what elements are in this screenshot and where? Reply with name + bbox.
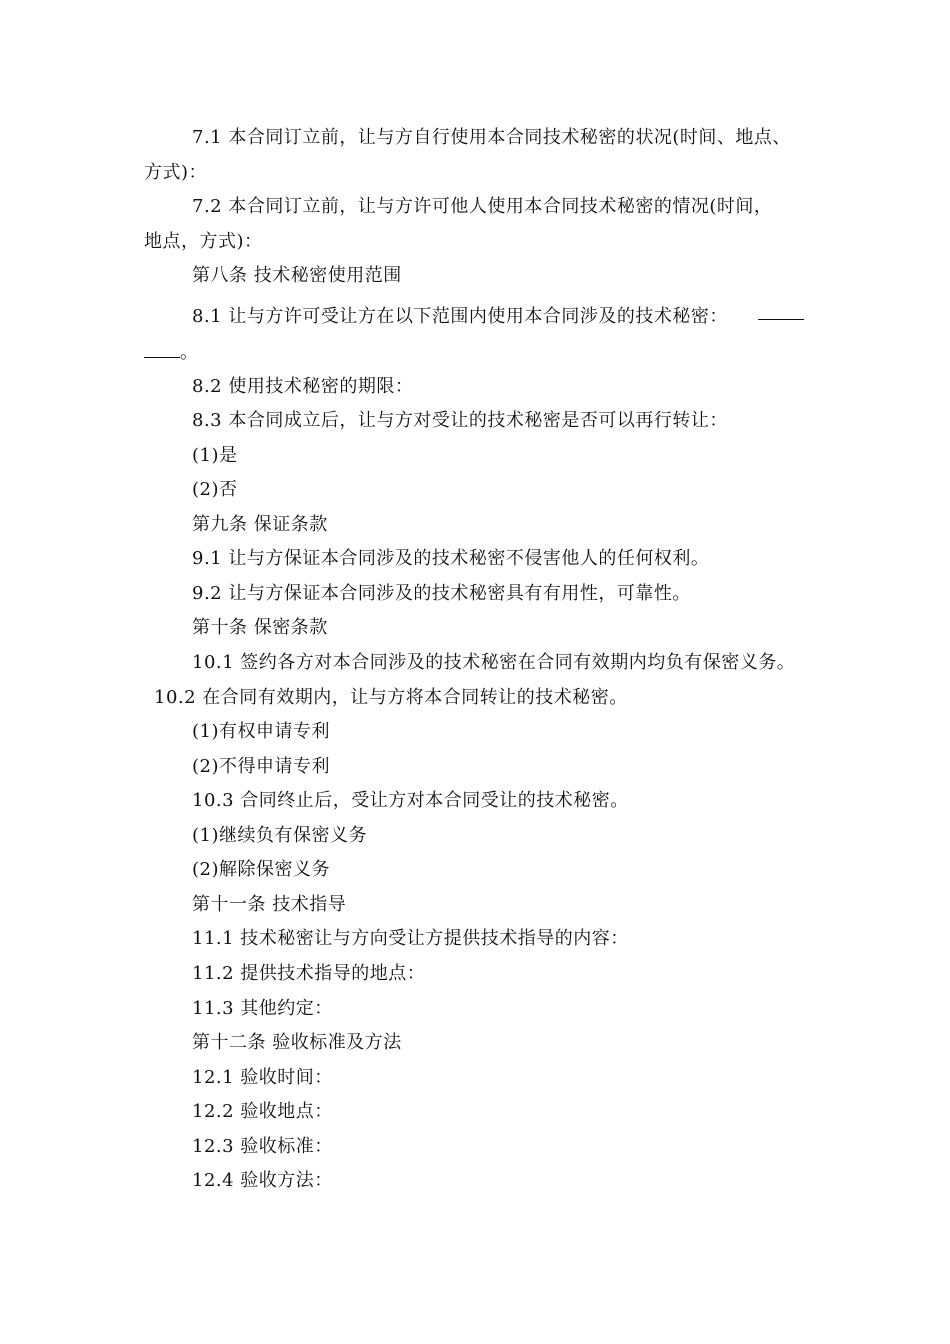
clause-12-2: 12.2 验收地点： <box>192 1101 333 1122</box>
clause-8-1 <box>192 304 728 330</box>
clause-7-1: 7.1 本合同订立前，让与方自行使用本合同技术秘密的状况(时间、地点、 <box>192 127 791 148</box>
clause-12-3: 12.3 验收标准： <box>192 1136 333 1157</box>
article-11-heading: 第十一条 技术指导 <box>192 894 347 915</box>
clause-12-1: 12.1 验收时间： <box>192 1067 333 1088</box>
clause-8-2: 8.2 使用技术秘密的期限： <box>192 376 414 397</box>
clause-10-2-option-2: (2)不得申请专利 <box>192 756 330 777</box>
clause-12-4: 12.4 验收方法： <box>192 1170 333 1191</box>
clause-10-2-option-1: (1)有权申请专利 <box>192 721 330 742</box>
clause-8-1-blank <box>758 301 804 320</box>
clause-8-1-text: 8.1 让与方许可受让方在以下范围内使用本合同涉及的技术秘密： <box>192 306 728 327</box>
clause-7-2: 7.2 本合同订立前，让与方许可他人使用本合同技术秘密的情况(时间， <box>192 196 773 217</box>
clause-11-2: 11.2 提供技术指导的地点： <box>192 963 426 984</box>
clause-7-2-continued: 地点，方式)： <box>144 231 263 252</box>
clause-9-1: 9.1 让与方保证本合同涉及的技术秘密不侵害他人的任何权利。 <box>192 548 710 569</box>
clause-9-2: 9.2 让与方保证本合同涉及的技术秘密具有有用性，可靠性。 <box>192 583 691 604</box>
clause-8-3: 8.3 本合同成立后，让与方对受让的技术秘密是否可以再行转让： <box>192 410 728 431</box>
clause-8-1-continued <box>144 339 199 366</box>
clause-8-3-option-2: (2)否 <box>192 479 238 500</box>
clause-10-3-option-1: (1)继续负有保密义务 <box>192 825 367 846</box>
clause-8-1-end: 。 <box>180 342 199 363</box>
clause-10-1: 10.1 签约各方对本合同涉及的技术秘密在合同有效期内均负有保密义务。 <box>192 652 796 673</box>
clause-10-3: 10.3 合同终止后，受让方对本合同受让的技术秘密。 <box>192 790 629 811</box>
clause-11-1: 11.1 技术秘密让与方向受让方提供技术指导的内容： <box>192 928 629 949</box>
article-9-heading: 第九条 保证条款 <box>192 514 328 535</box>
clause-7-1-continued: 方式)： <box>144 162 208 183</box>
article-10-heading: 第十条 保密条款 <box>192 617 328 638</box>
article-8-heading: 第八条 技术秘密使用范围 <box>192 265 402 286</box>
clause-10-2: 10.2 在合同有效期内，让与方将本合同转让的技术秘密。 <box>154 687 628 708</box>
clause-8-3-option-1: (1)是 <box>192 445 238 466</box>
clause-8-1-blank-continued <box>144 339 180 358</box>
clause-10-3-option-2: (2)解除保密义务 <box>192 859 330 880</box>
clause-11-3: 11.3 其他约定： <box>192 998 333 1019</box>
article-12-heading: 第十二条 验收标准及方法 <box>192 1032 402 1053</box>
